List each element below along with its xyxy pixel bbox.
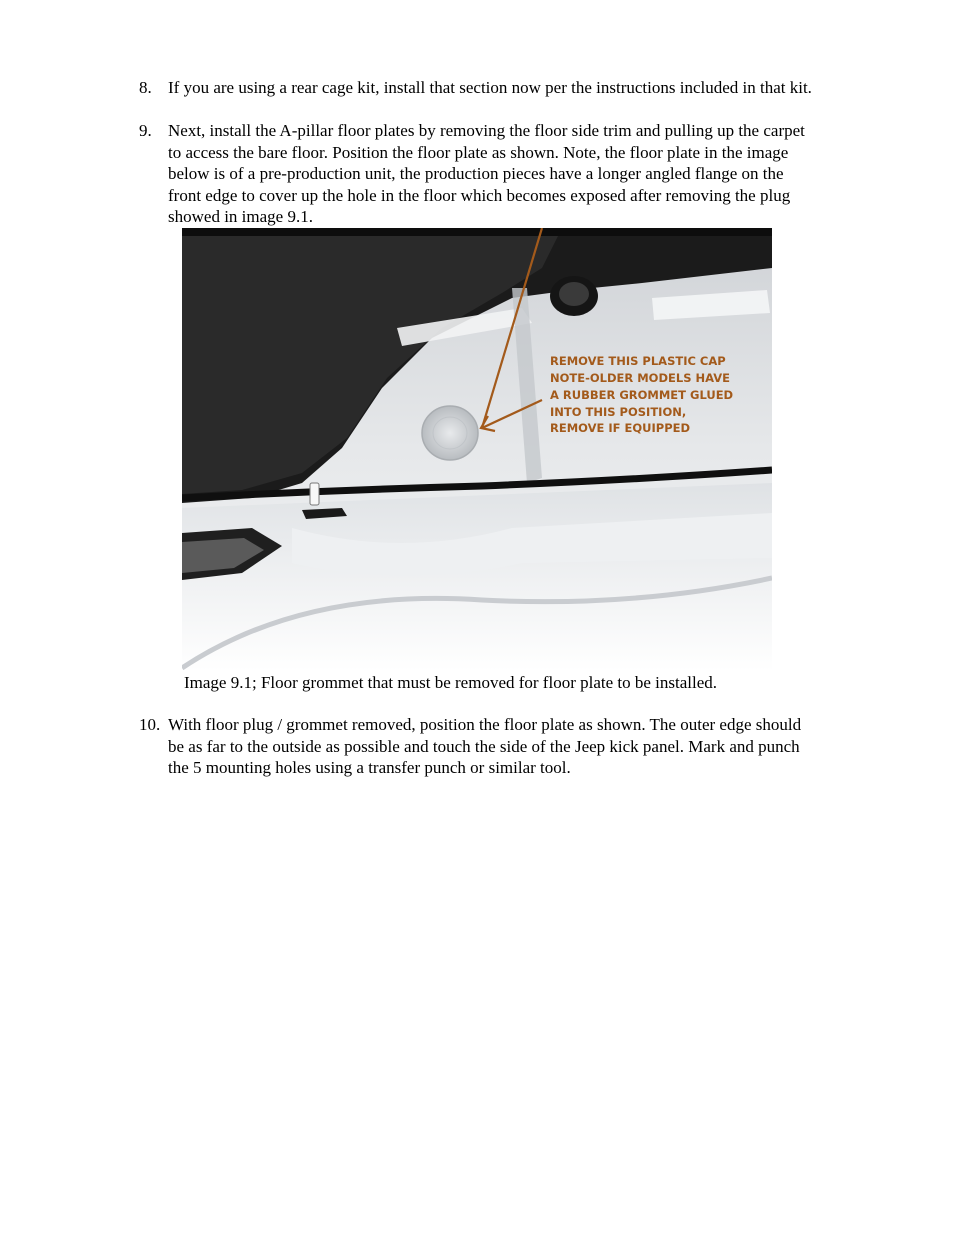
annotation-line: REMOVE IF EQUIPPED — [550, 421, 691, 435]
annotation-line: NOTE-OLDER MODELS HAVE — [550, 371, 730, 385]
step-10 — [139, 714, 819, 779]
step-9 — [139, 120, 819, 228]
step-text: Next, install the A-pillar floor plates by removing the floor side trim and pulling up the carpet to access the bare floor. Position the floor plate as shown. Note, the floor plate in the image below is of a pre-production unit, the production pieces have a longer angled flange on the front edge to cover up the hole in the floor which becomes exposed after removing the plug showed in image 9.1. — [168, 121, 805, 226]
step-text: With floor plug / grommet removed, position the floor plate as shown. The outer edge should be as far to the outside as possible and touch the side of the Jeep kick panel. Mark and punch the 5 mounting holes using a transfer punch or similar tool. — [168, 715, 802, 777]
step-number: 9. — [139, 121, 152, 140]
step-number: 8. — [139, 78, 152, 97]
annotation-line: INTO THIS POSITION, — [550, 405, 687, 419]
annotation-line: A RUBBER GROMMET GLUED — [550, 388, 734, 402]
step-text: If you are using a rear cage kit, install that section now per the instructions included in that kit. — [168, 78, 812, 97]
step-number: 10. — [139, 715, 161, 734]
figure-caption: Image 9.1; Floor grommet that must be removed for floor plate to be installed. — [184, 673, 718, 692]
annotation-line: REMOVE THIS PLASTIC CAP — [550, 354, 726, 368]
step-8 — [139, 77, 819, 99]
floor-grommet-photo — [182, 228, 772, 671]
